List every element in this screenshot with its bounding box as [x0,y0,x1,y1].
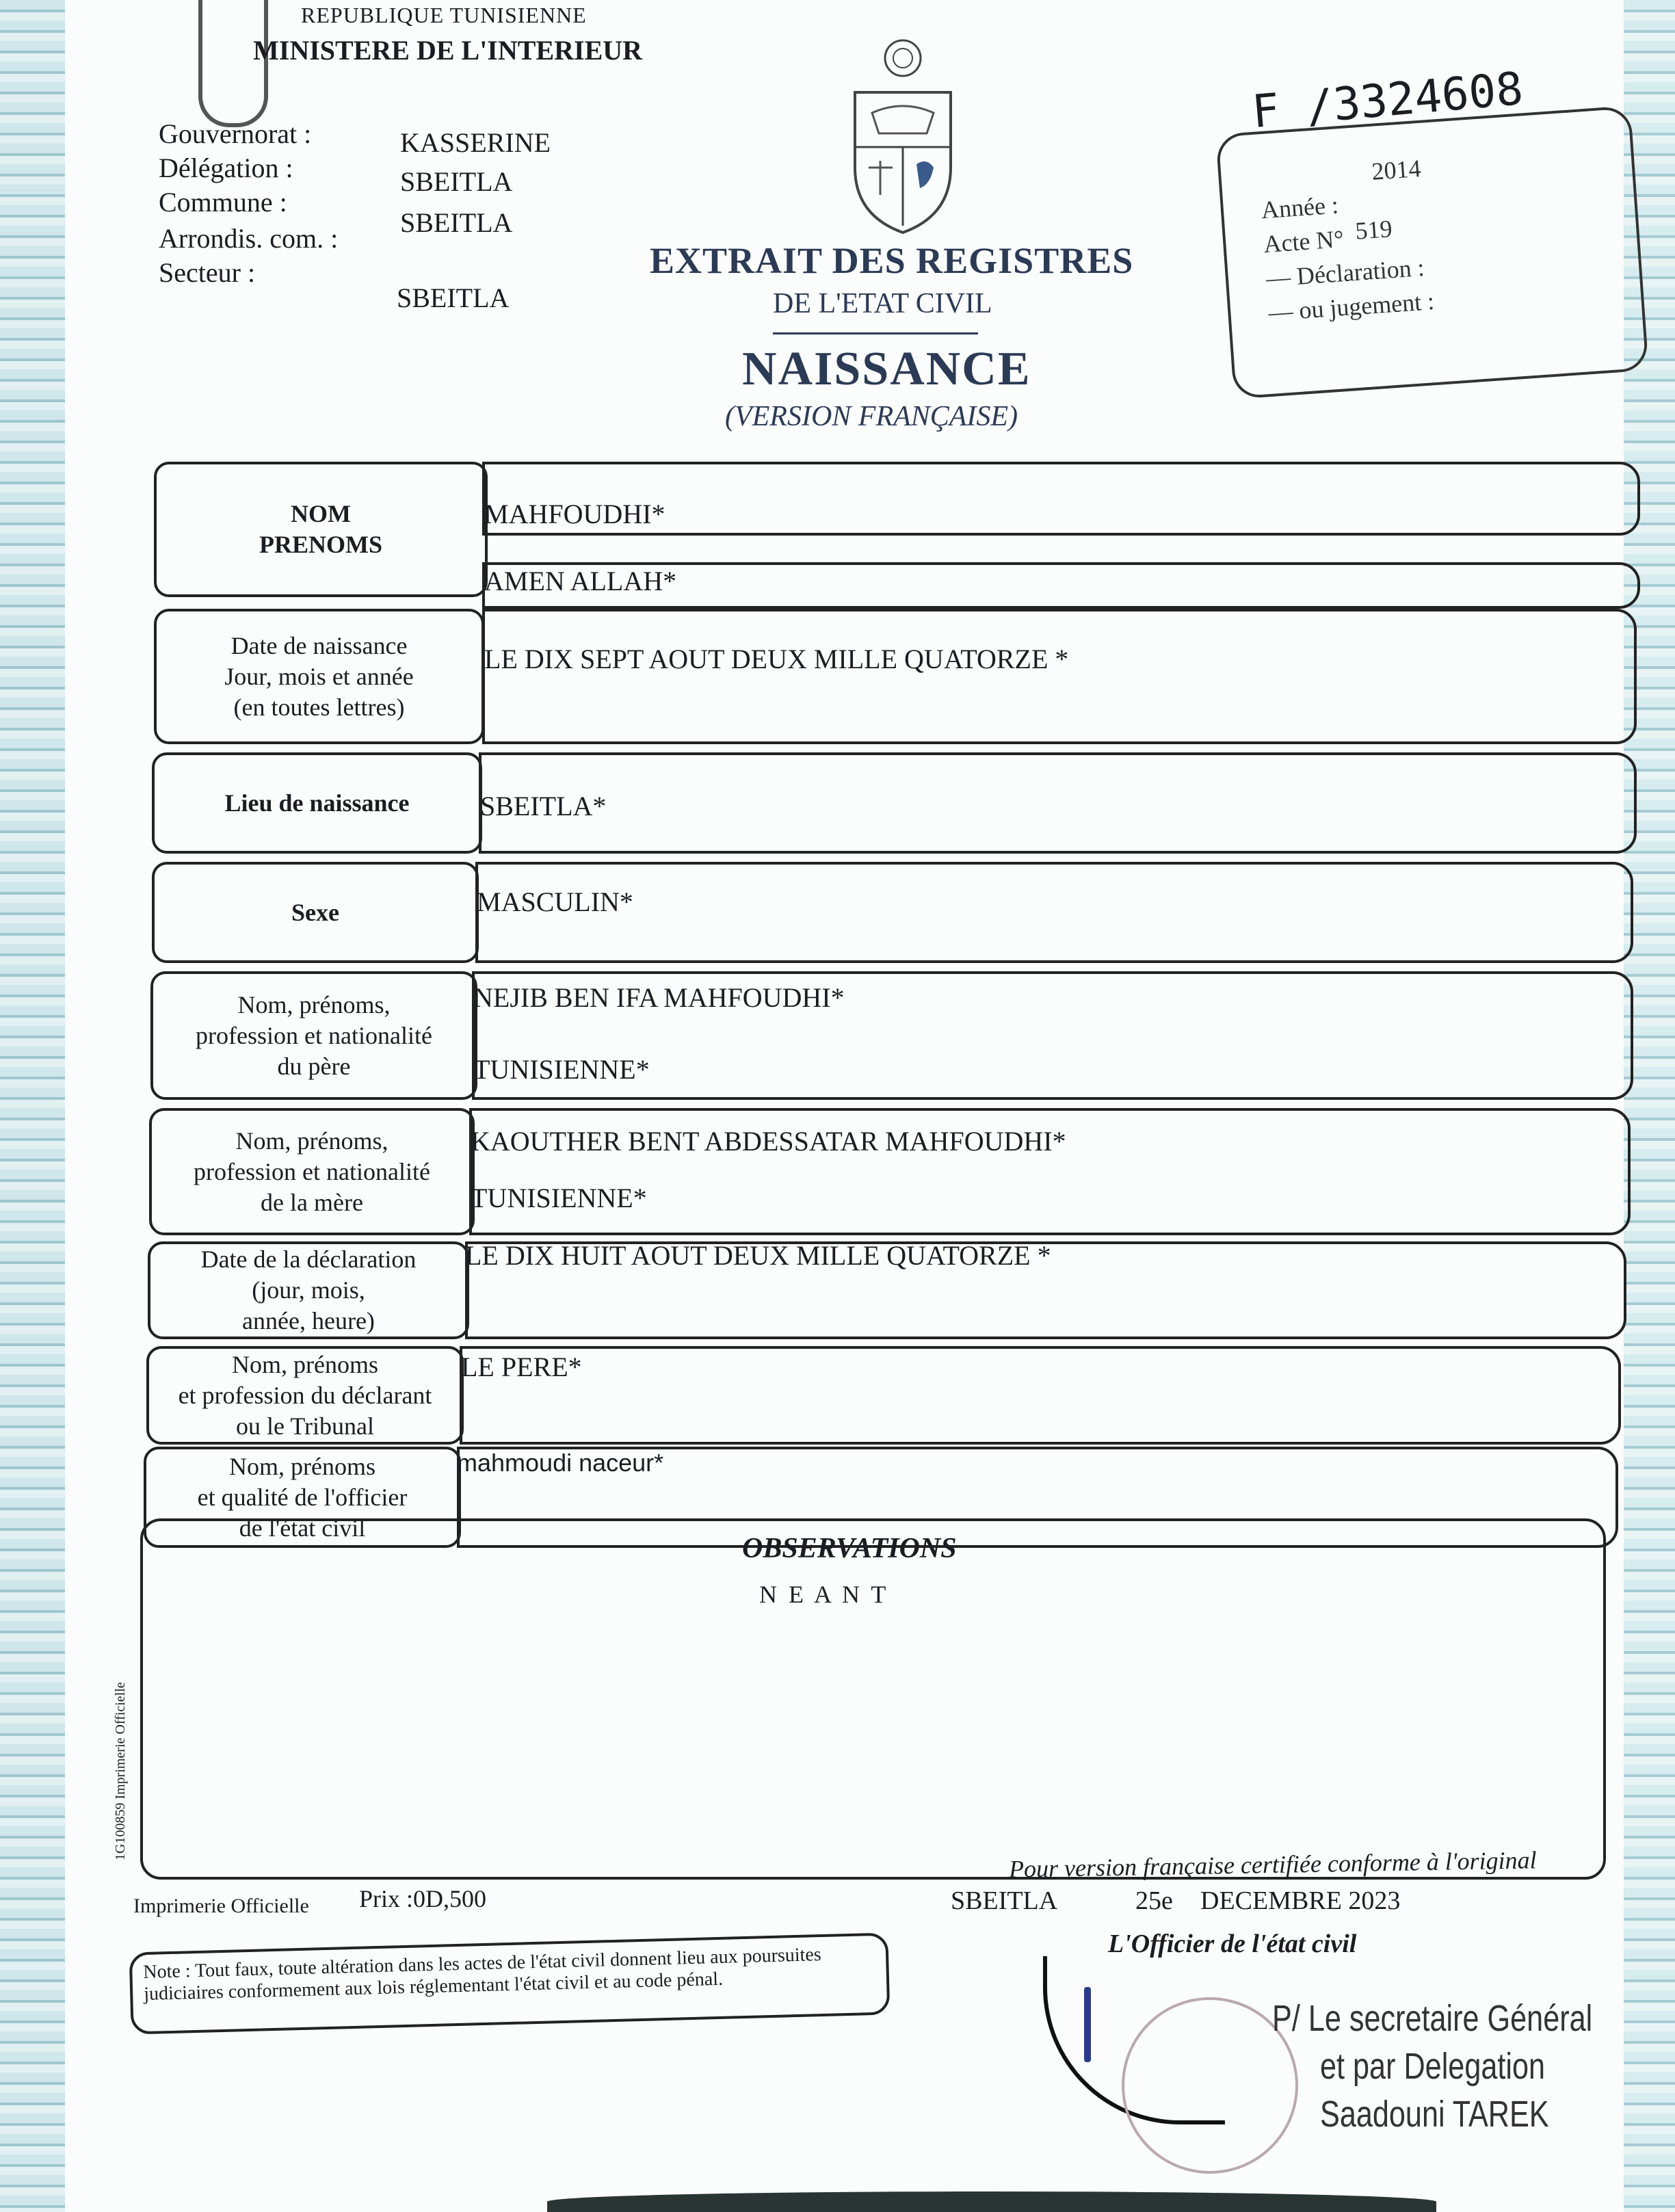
document-subtitle: DE L'ETAT CIVIL [773,288,992,319]
row-label: Nom, prénoms et qualité de l'officier de l'état civil [144,1447,461,1548]
republic-label: REPUBLIQUE TUNISIENNE [301,3,587,27]
month-year-value: DECEMBRE 2023 [1200,1886,1401,1915]
gouvernorat-label: Gouvernorat : [159,118,312,149]
row-label: Lieu de naissance [152,752,482,854]
signatory-line-2: et par Delegation [1320,2046,1546,2087]
declarant-value: LE PERE* [461,1352,582,1382]
pere-nationalite: TUNISIENNE* [473,1054,650,1085]
observations-title: OBSERVATIONS [742,1533,957,1564]
document-type: NAISSANCE [742,343,1031,395]
printer-label: Imprimerie Officielle [133,1895,309,1917]
row-value-box [460,1346,1621,1445]
row-value-box [475,862,1633,963]
document-title: EXTRAIT DES REGISTRES [650,240,1134,281]
jugement-label: — ou jugement : [1267,287,1436,326]
pere-value: NEJIB BEN IFA MAHFOUDHI* [473,982,845,1013]
paper-edge-left [0,0,65,2212]
certification-text: Pour version française certifiée conforme à l'original [1008,1846,1537,1883]
mere-nationalite: TUNISIENNE* [471,1183,647,1213]
signatory-line-3: Saadouni TAREK [1320,2094,1549,2135]
place-value: SBEITLA [951,1886,1058,1915]
delegation-label: Délégation : [159,153,293,183]
date-naissance-value: LE DIX SEPT AOUT DEUX MILLE QUATORZE * [484,644,1069,674]
annee-value: 2014 [1371,154,1422,185]
row-label: Nom, prénoms, profession et nationalité du père [150,971,477,1100]
day-value: 25e [1135,1886,1173,1915]
signatory-line-1: P/ Le secretaire Général [1272,1998,1593,2039]
row-label: NOM PRENOMS [154,462,488,597]
row-label: Nom, prénoms, profession et nationalité de la mère [149,1108,475,1235]
observations-value: N E A N T [759,1581,889,1608]
declaration-label: — Déclaration : [1265,253,1425,292]
sexe-value: MASCULIN* [477,886,633,917]
gouvernorat-value: KASSERINE [400,127,551,158]
background-shadow [547,2191,1436,2212]
row-label: Date de la déclaration (jour, mois, année, heure) [148,1241,469,1339]
title-divider [773,332,978,334]
reference-box [1215,105,1649,399]
secteur-value: SBEITLA [397,282,510,313]
row-label: Date de naissance Jour, mois et année (en toutes lettres) [154,609,484,744]
price-label: Prix :0D,500 [359,1885,487,1912]
observations-box [140,1518,1606,1880]
row-label: Nom, prénoms et profession du déclarant ou le Tribunal [146,1346,464,1445]
row-value-box [479,752,1637,854]
side-print-code: 1G100859 Imprimerie Officielle [113,1682,128,1860]
commune-label: Commune : [159,187,287,218]
ministry-label: MINISTERE DE L'INTERIEUR [253,35,643,66]
legal-note: Note : Tout faux, toute altération dans les actes de l'état civil donnent lieu aux poursuites judiciaires conformement aux lois réglementant l'état civil et au code pénal. [129,1932,891,2034]
secteur-label: Secteur : [159,257,256,288]
nom-value: MAHFOUDHI* [484,499,665,529]
officer-title: L'Officier de l'état civil [1108,1930,1357,1958]
prenoms-value: AMEN ALLAH* [484,566,677,596]
document-version: (VERSION FRANÇAISE) [725,401,1018,432]
coat-of-arms-icon [845,38,961,236]
row-value-box [482,609,1637,744]
acte-label: Acte N° [1263,225,1345,259]
row-label: Sexe [152,862,479,963]
arrondissement-label: Arrondis. com. : [159,223,339,254]
commune-value: SBEITLA [400,207,513,238]
delegation-value: SBEITLA [400,166,513,197]
date-declaration-value: LE DIX HUIT AOUT DEUX MILLE QUATORZE * [465,1240,1051,1271]
signature-ink-stroke [1084,1987,1091,2062]
annee-label: Année : [1260,191,1340,224]
serial-number: F /3324608 [1250,62,1525,139]
lieu-naissance-value: SBEITLA* [480,791,607,821]
officier-value: mahmoudi naceur* [457,1449,664,1477]
mere-value: KAOUTHER BENT ABDESSATAR MAHFOUDHI* [471,1126,1066,1157]
acte-value: 519 [1354,215,1393,245]
